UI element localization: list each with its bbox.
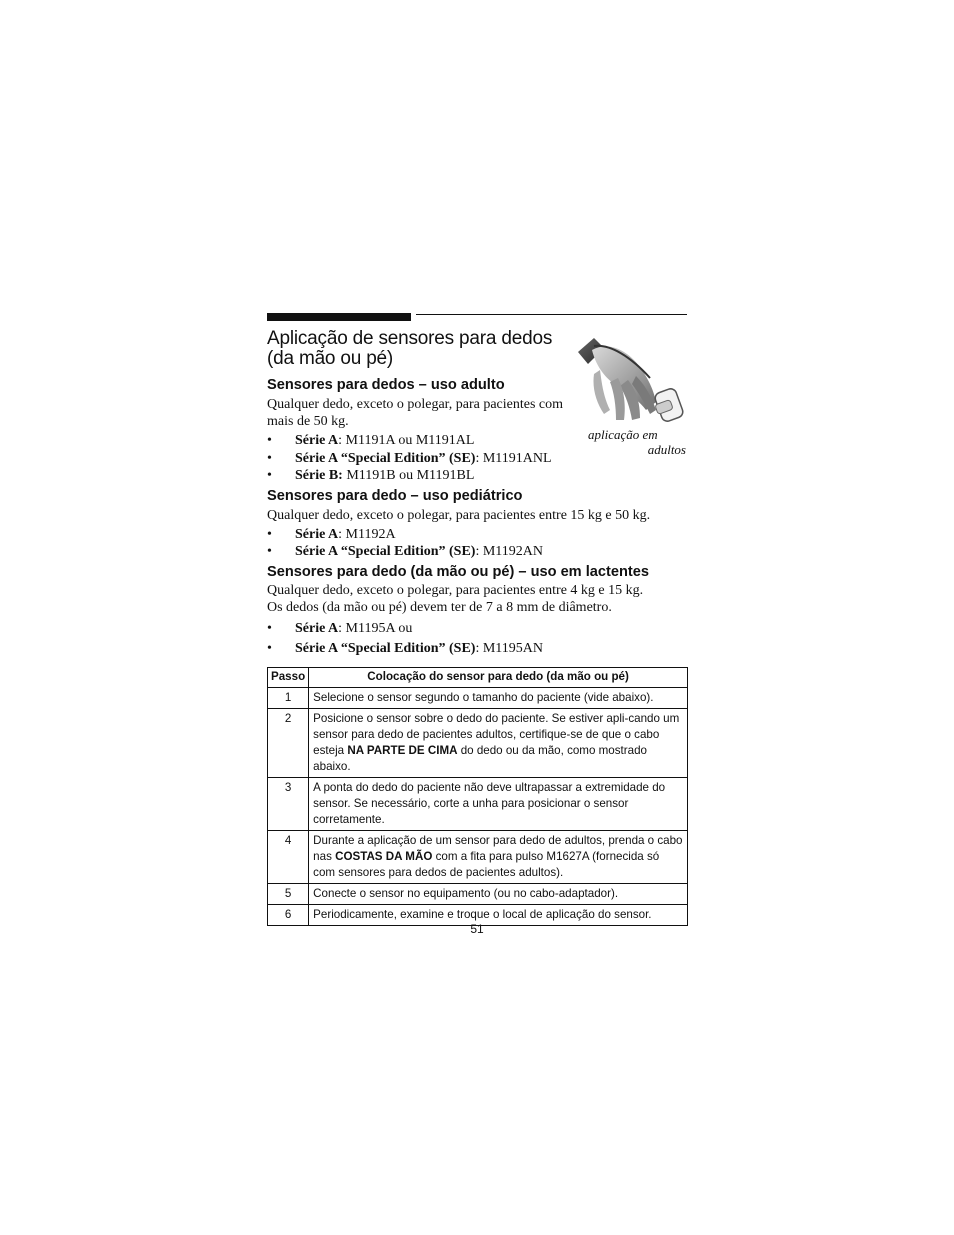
bullet-icon: • (267, 621, 272, 636)
table-header-placement: Colocação do sensor para dedo (da mão ou pé) (309, 668, 688, 688)
step-number: 5 (268, 884, 309, 905)
step-text: Conecte o sensor no equipamento (ou no cabo-adaptador). (309, 884, 688, 905)
step-text: A ponta do dedo do paciente não deve ultrapassar a extremidade do sensor. Se necessário, corte a unha para posicionar o sensor corretamente. (309, 778, 688, 831)
infant-text-line: Qualquer dedo, exceto o polegar, para pacientes entre 4 kg e 15 kg. (267, 583, 644, 598)
section-title: Aplicação de sensores para dedos (da mão ou pé) (267, 328, 553, 369)
table-row (268, 688, 688, 709)
section-rule-thick (267, 313, 411, 321)
pediatric-heading: Sensores para dedo – uso pediátrico (267, 488, 523, 504)
step-number: 2 (268, 709, 309, 778)
pediatric-bullet: • Série A “Special Edition” (SE): M1192AN (267, 544, 544, 559)
adult-bullet: • Série B: M1191B ou M1191BL (267, 468, 475, 483)
step-number: 3 (268, 778, 309, 831)
bullet-icon: • (267, 544, 272, 559)
bullet-icon: • (267, 433, 272, 448)
step-text: Periodicamente, examine e troque o local de aplicação do sensor. (309, 905, 688, 926)
table-row (268, 778, 688, 831)
table-row (268, 884, 688, 905)
bullet-icon: • (267, 527, 272, 542)
table-row (268, 831, 688, 884)
adult-bullet: • Série A “Special Edition” (SE): M1191ANL (267, 451, 552, 466)
pediatric-bullet: • Série A: M1192A (267, 527, 396, 542)
pediatric-text: Qualquer dedo, exceto o polegar, para pacientes entre 15 kg e 50 kg. (267, 508, 651, 523)
adult-bullet: • Série A: M1191A ou M1191AL (267, 433, 475, 448)
adult-text-line: Qualquer dedo, exceto o polegar, para pacientes com (267, 397, 564, 412)
adult-heading: Sensores para dedos – uso adulto (267, 377, 505, 393)
step-number: 6 (268, 905, 309, 926)
table-header-row (268, 668, 688, 688)
step-text: Durante a aplicação de um sensor para dedo de adultos, prenda o cabo nas COSTAS DA MÃO com a fita para pulso M1627A (fornecida só com sensores para dedos de pacientes adultos). (309, 831, 688, 884)
step-number: 1 (268, 688, 309, 709)
step-text: Selecione o sensor segundo o tamanho do paciente (vide abaixo). (309, 688, 688, 709)
bullet-icon: • (267, 451, 272, 466)
step-number: 4 (268, 831, 309, 884)
figure-caption (588, 427, 686, 457)
page-number: 51 (470, 922, 484, 936)
infant-heading: Sensores para dedo (da mão ou pé) – uso em lactentes (267, 564, 649, 580)
table-header-step: Passo (268, 668, 309, 688)
step-text: Posicione o sensor sobre o dedo do paciente. Se estiver apli-cando um sensor para dedo de pacientes adultos, certifique-se de que o cabo esteja NA PARTE DE CIMA do dedo ou da mão, como mostrado abaixo. (309, 709, 688, 778)
adult-text-line: mais de 50 kg. (267, 414, 349, 429)
section-rule-thin (416, 314, 687, 315)
figure-caption-line: adultos (647, 442, 686, 457)
bullet-icon: • (267, 468, 272, 483)
infant-bullet: • Série A “Special Edition” (SE): M1195AN (267, 641, 544, 656)
figure-caption-line: aplicação em (588, 427, 658, 442)
steps-table (267, 667, 688, 926)
bullet-icon: • (267, 641, 272, 656)
infant-text-line: Os dedos (da mão ou pé) devem ter de 7 a 8 mm de diâmetro. (267, 600, 612, 615)
table-row (268, 709, 688, 778)
hand-sensor-illustration (570, 330, 690, 430)
infant-bullet: • Série A: M1195A ou (267, 621, 413, 636)
